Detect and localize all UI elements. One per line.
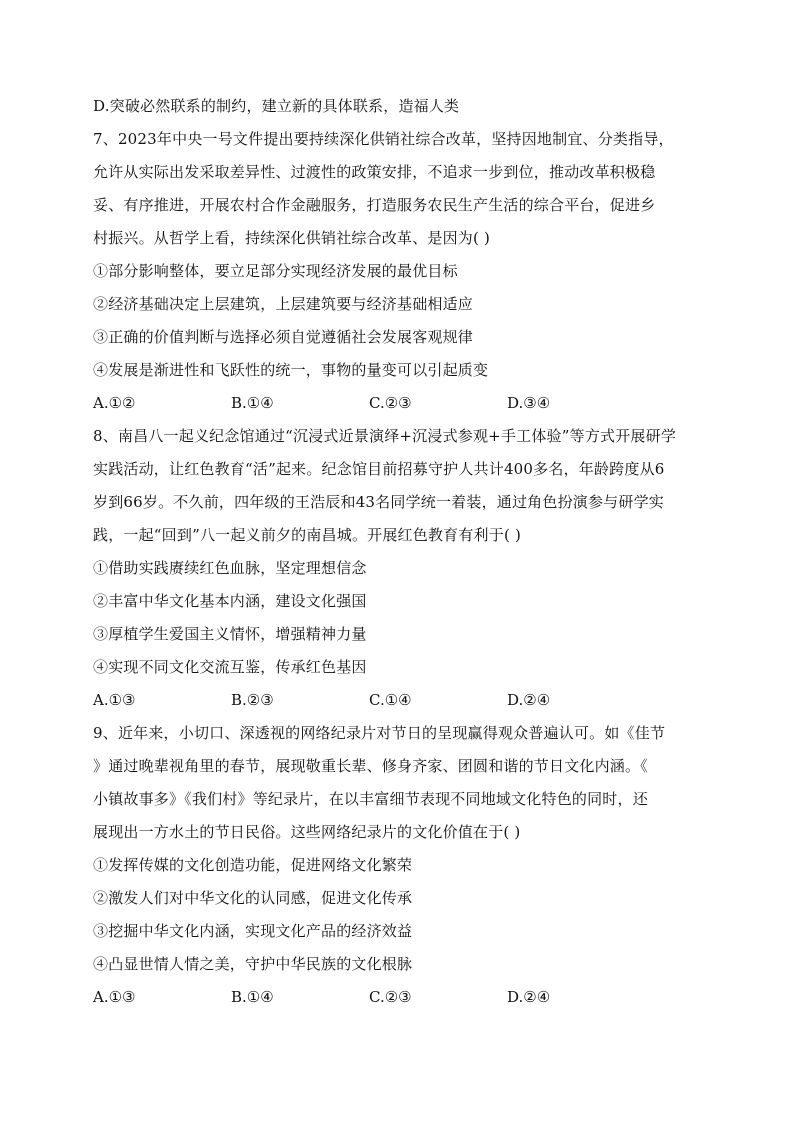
q7-option-c[interactable]: C.②③ (369, 394, 412, 412)
q7-options (93, 387, 703, 420)
q9-option-c[interactable]: C.②③ (369, 988, 412, 1006)
q8-stem-line: 岁到66岁。不久前，四年级的王浩辰和43名同学统一着装，通过角色扮演参与研学实 (93, 493, 664, 511)
q9-stem-line: 》通过晚辈视角里的春节，展现敬重长辈、修身齐家、团圆和谐的节日文化内涵。《 (93, 757, 648, 775)
q9-statement-1: ①发挥传媒的文化创造功能，促进网络文化繁荣 (93, 856, 413, 874)
q9-statement-3: ③挖掘中华文化内涵，实现文化产品的经济效益 (93, 922, 413, 940)
q9-stem-line: 小镇故事多》《我们村》等纪录片，在以丰富细节表现不同地域文化特色的同时，还 (93, 790, 648, 808)
q7-stem-line: 妥、有序推进，开展农村合作金融服务，打造服务农民生产生活的综合平台，促进乡 (93, 196, 656, 214)
question-8 (93, 420, 703, 717)
q7-statement-4: ④发展是渐进性和飞跃性的统一，事物的量变可以引起质变 (93, 361, 489, 379)
q8-option-b[interactable]: B.②③ (231, 691, 274, 709)
q9-statement-4: ④凸显世情人情之美，守护中华民族的文化根脉 (93, 955, 413, 973)
question-9 (93, 717, 703, 1014)
q8-option-d[interactable]: D.②④ (507, 691, 551, 709)
q8-statement-3: ③厚植学生爱国主义情怀，增强精神力量 (93, 625, 367, 643)
q9-option-b[interactable]: B.①④ (231, 988, 274, 1006)
q8-options (93, 684, 703, 717)
q7-option-a[interactable]: A.①② (93, 394, 136, 412)
q7-statement-1: ①部分影响整体，要立足部分实现经济发展的最优目标 (93, 262, 458, 280)
q7-stem-line: 允许从实际出发采取差异性、过渡性的政策安排，不追求一步到位，推动改革积极稳 (93, 163, 656, 181)
q8-statement-1: ①借助实践赓续红色血脉，坚定理想信念 (93, 559, 367, 577)
q8-option-c[interactable]: C.①④ (369, 691, 412, 709)
q9-statement-2: ②激发人们对中华文化的认同感，促进文化传承 (93, 889, 413, 907)
q8-option-a[interactable]: A.①③ (93, 691, 136, 709)
q7-option-b[interactable]: B.①④ (231, 394, 274, 412)
question-7 (93, 123, 703, 420)
exam-page (93, 90, 703, 1014)
q8-statement-2: ②丰富中华文化基本内涵，建设文化强国 (93, 592, 367, 610)
q7-option-d[interactable]: D.③④ (507, 394, 551, 412)
q7-statement-2: ②经济基础决定上层建筑，上层建筑要与经济基础相适应 (93, 295, 474, 313)
q9-option-a[interactable]: A.①③ (93, 988, 136, 1006)
q7-statement-3: ③正确的价值判断与选择必须自觉遵循社会发展客观规律 (93, 328, 474, 346)
q9-option-d[interactable]: D.②④ (507, 988, 551, 1006)
previous-option-d: D.突破必然联系的制约，建立新的具体联系，造福人类 (93, 97, 460, 115)
q8-stem-line: 实践活动，让红色教育“活”起来。纪念馆目前招募守护人共计400多名，年龄跨度从6 (93, 460, 665, 478)
q8-stem-line: 践，一起“回到”八一起义前夕的南昌城。开展红色教育有利于( ) (93, 526, 522, 544)
q9-stem-line: 展现出一方水土的节日民俗。这些网络纪录片的文化价值在于( ) (93, 823, 521, 841)
q8-statement-4: ④实现不同文化交流互鉴，传承红色基因 (93, 658, 367, 676)
q9-options (93, 981, 703, 1014)
q7-stem-line: 村振兴。从哲学上看，持续深化供销社综合改革、是因为( ) (93, 229, 491, 247)
q8-stem-line: 8、南昌八一起义纪念馆通过“沉浸式近景演绎+沉浸式参观+手工体验”等方式开展研学 (93, 427, 677, 445)
q7-stem-line: 7、2023年中央一号文件提出要持续深化供销社综合改革，坚持因地制宜、分类指导， (93, 130, 674, 148)
q9-stem-line: 9、近年来，小切口、深透视的网络纪录片对节日的呈现赢得观众普遍认可。如《佳节 (93, 724, 666, 742)
